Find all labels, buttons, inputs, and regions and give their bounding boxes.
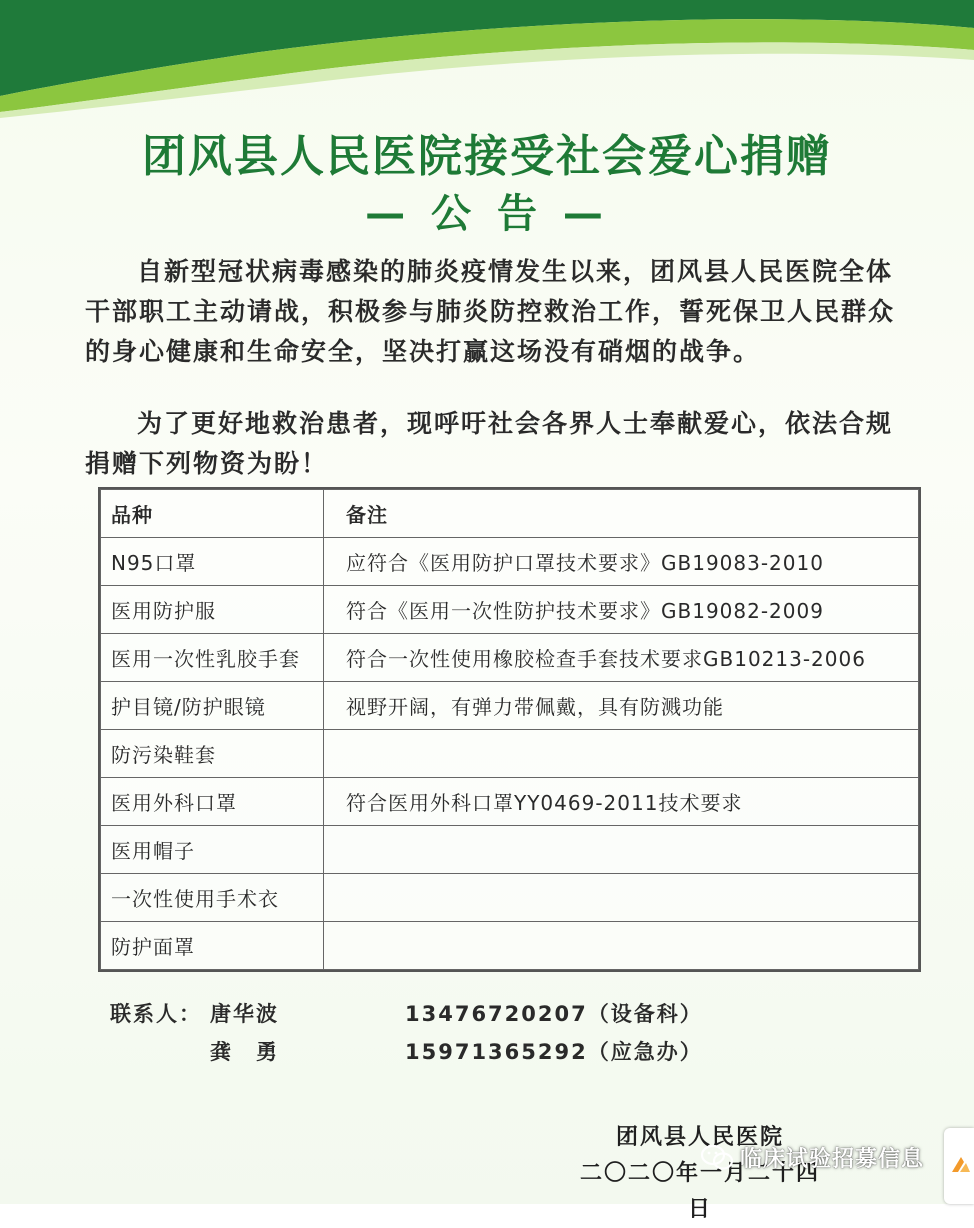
notice-paragraph-1 — [85, 252, 910, 372]
contact-phone: 15971365292（应急办） — [405, 1040, 703, 1064]
signature-date: 二〇二〇年一月二十四日 — [579, 1161, 820, 1222]
item-remark — [324, 826, 919, 874]
item-name: 护目镜/防护眼镜 — [101, 682, 324, 730]
notice-paragraph-2 — [85, 404, 910, 484]
table-row — [101, 538, 919, 586]
item-remark: 视野开阔，有弹力带佩戴，具有防溅功能 — [324, 682, 919, 730]
signature-org: 团风县人民医院 — [615, 1125, 784, 1150]
item-name: 医用一次性乳胶手套 — [101, 634, 324, 682]
item-remark: 符合《医用一次性防护技术要求》GB19082-2009 — [324, 586, 919, 634]
notice-title: 团风县人民医院接受社会爱心捐赠 — [142, 131, 832, 182]
item-remark: 符合医用外科口罩YY0469-2011技术要求 — [324, 778, 919, 826]
signature-block — [570, 1120, 830, 1228]
item-name: 防护面罩 — [101, 922, 324, 970]
donation-items-table — [98, 487, 921, 972]
contact-phone: 13476720207（设备科） — [405, 1002, 703, 1026]
wechat-icon — [700, 1144, 734, 1172]
wechat-watermark — [700, 1142, 924, 1173]
item-remark: 符合一次性使用橡胶检查手套技术要求GB10213-2006 — [324, 634, 919, 682]
contact-label: 联系人： — [110, 1002, 202, 1026]
item-remark — [324, 922, 919, 970]
table-row — [101, 826, 919, 874]
item-name: 医用外科口罩 — [101, 778, 324, 826]
header-remark: 备注 — [324, 490, 919, 538]
item-name: 一次性使用手术衣 — [101, 874, 324, 922]
paragraph-text: 自新型冠状病毒感染的肺炎疫情发生以来，团风县人民医院全体干部职工主动请战，积极参与肺炎防控救治工作，誓死保卫人民群众的身心健康和生命安全，坚决打赢这场没有硝烟的战争。 — [85, 257, 896, 366]
contact-name: 唐华波 — [210, 1002, 279, 1026]
table-row — [101, 682, 919, 730]
contact-name: 龚 勇 — [210, 1040, 279, 1064]
green-banner — [0, 0, 974, 120]
table-row — [101, 586, 919, 634]
header-item: 品种 — [101, 490, 324, 538]
paragraph-text: 为了更好地救治患者，现呼吁社会各界人士奉献爱心，依法合规捐赠下列物资为盼！ — [85, 409, 894, 478]
watermark-text: 临床试验招募信息 — [740, 1147, 925, 1172]
app-badge[interactable] — [944, 1128, 974, 1204]
item-name: 防污染鞋套 — [101, 730, 324, 778]
notice-subtitle: — 公 告 — — [365, 191, 609, 237]
item-remark: 应符合《医用防护口罩技术要求》GB19083-2010 — [324, 538, 919, 586]
table-row — [101, 778, 919, 826]
table-row — [101, 634, 919, 682]
item-name: 医用防护服 — [101, 586, 324, 634]
table-row — [101, 922, 919, 970]
table-row — [101, 730, 919, 778]
orange-logo-icon — [950, 1154, 972, 1176]
table-header-row — [101, 490, 919, 538]
item-remark — [324, 730, 919, 778]
item-name: N95口罩 — [101, 538, 324, 586]
table-row — [101, 874, 919, 922]
item-name: 医用帽子 — [101, 826, 324, 874]
contact-row — [110, 1033, 703, 1071]
contact-row — [110, 995, 703, 1033]
item-remark — [324, 874, 919, 922]
contact-block — [110, 995, 703, 1071]
